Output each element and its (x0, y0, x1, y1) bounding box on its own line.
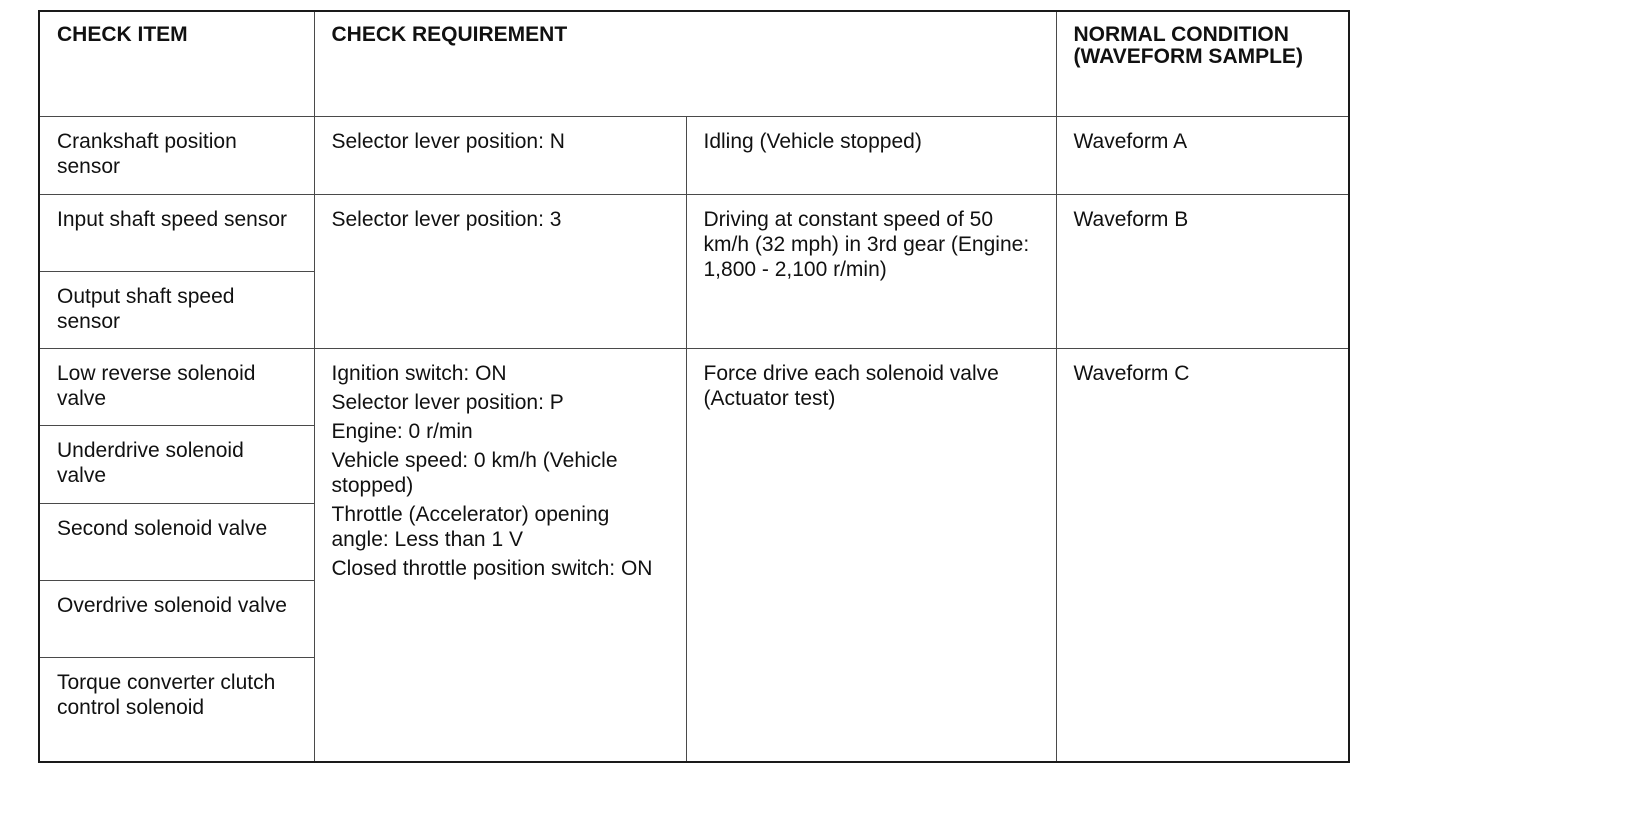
check-item-underdrive: Underdrive solenoid valve (39, 425, 314, 503)
requirement-crankshaft-condition: Idling (Vehicle stopped) (686, 116, 1056, 194)
requirement-solenoid-action: Force drive each solenoid valve (Actuator test) (686, 348, 1056, 762)
normal-condition-shaft: Waveform B (1056, 194, 1349, 348)
check-item-overdrive: Overdrive solenoid valve (39, 580, 314, 657)
normal-condition-solenoid: Waveform C (1056, 348, 1349, 762)
requirement-line: Closed throttle position switch: ON (331, 556, 653, 580)
requirement-line: Ignition switch: ON (331, 361, 507, 385)
check-spec-table (38, 10, 1350, 763)
requirement-shaft-selector: Selector lever position: 3 (314, 194, 686, 348)
check-item-low-reverse: Low reverse solenoid valve (39, 348, 314, 425)
check-item-input-shaft: Input shaft speed sensor (39, 194, 314, 271)
requirement-line: Selector lever position: P (331, 390, 564, 414)
requirement-line: Vehicle speed: 0 km/h (Vehicle stopped) (331, 448, 618, 497)
header-row (39, 11, 1349, 116)
check-item-torque-converter: Torque converter clutch control solenoid (39, 657, 314, 762)
requirement-crankshaft-selector: Selector lever position: N (314, 116, 686, 194)
table-row-low-reverse (39, 348, 1349, 425)
check-item-second: Second solenoid valve (39, 503, 314, 580)
header-normal-condition: NORMAL CONDITION (WAVEFORM SAMPLE) (1056, 11, 1349, 116)
check-item-output-shaft: Output shaft speed sensor (39, 271, 314, 348)
normal-condition-crankshaft: Waveform A (1056, 116, 1349, 194)
table-row-input-shaft (39, 194, 1349, 271)
requirement-line: Engine: 0 r/min (331, 419, 473, 443)
requirement-shaft-condition: Driving at constant speed of 50 km/h (32 mph) in 3rd gear (Engine: 1,800 - 2,100 r/min) (686, 194, 1056, 348)
check-item-crankshaft: Crankshaft position sensor (39, 116, 314, 194)
requirement-line: Throttle (Accelerator) opening angle: Less than 1 V (331, 502, 610, 551)
header-check-item: CHECK ITEM (39, 11, 314, 116)
requirement-solenoid-conditions (314, 348, 686, 762)
table-row-crankshaft (39, 116, 1349, 194)
header-check-requirement: CHECK REQUIREMENT (314, 11, 1056, 116)
